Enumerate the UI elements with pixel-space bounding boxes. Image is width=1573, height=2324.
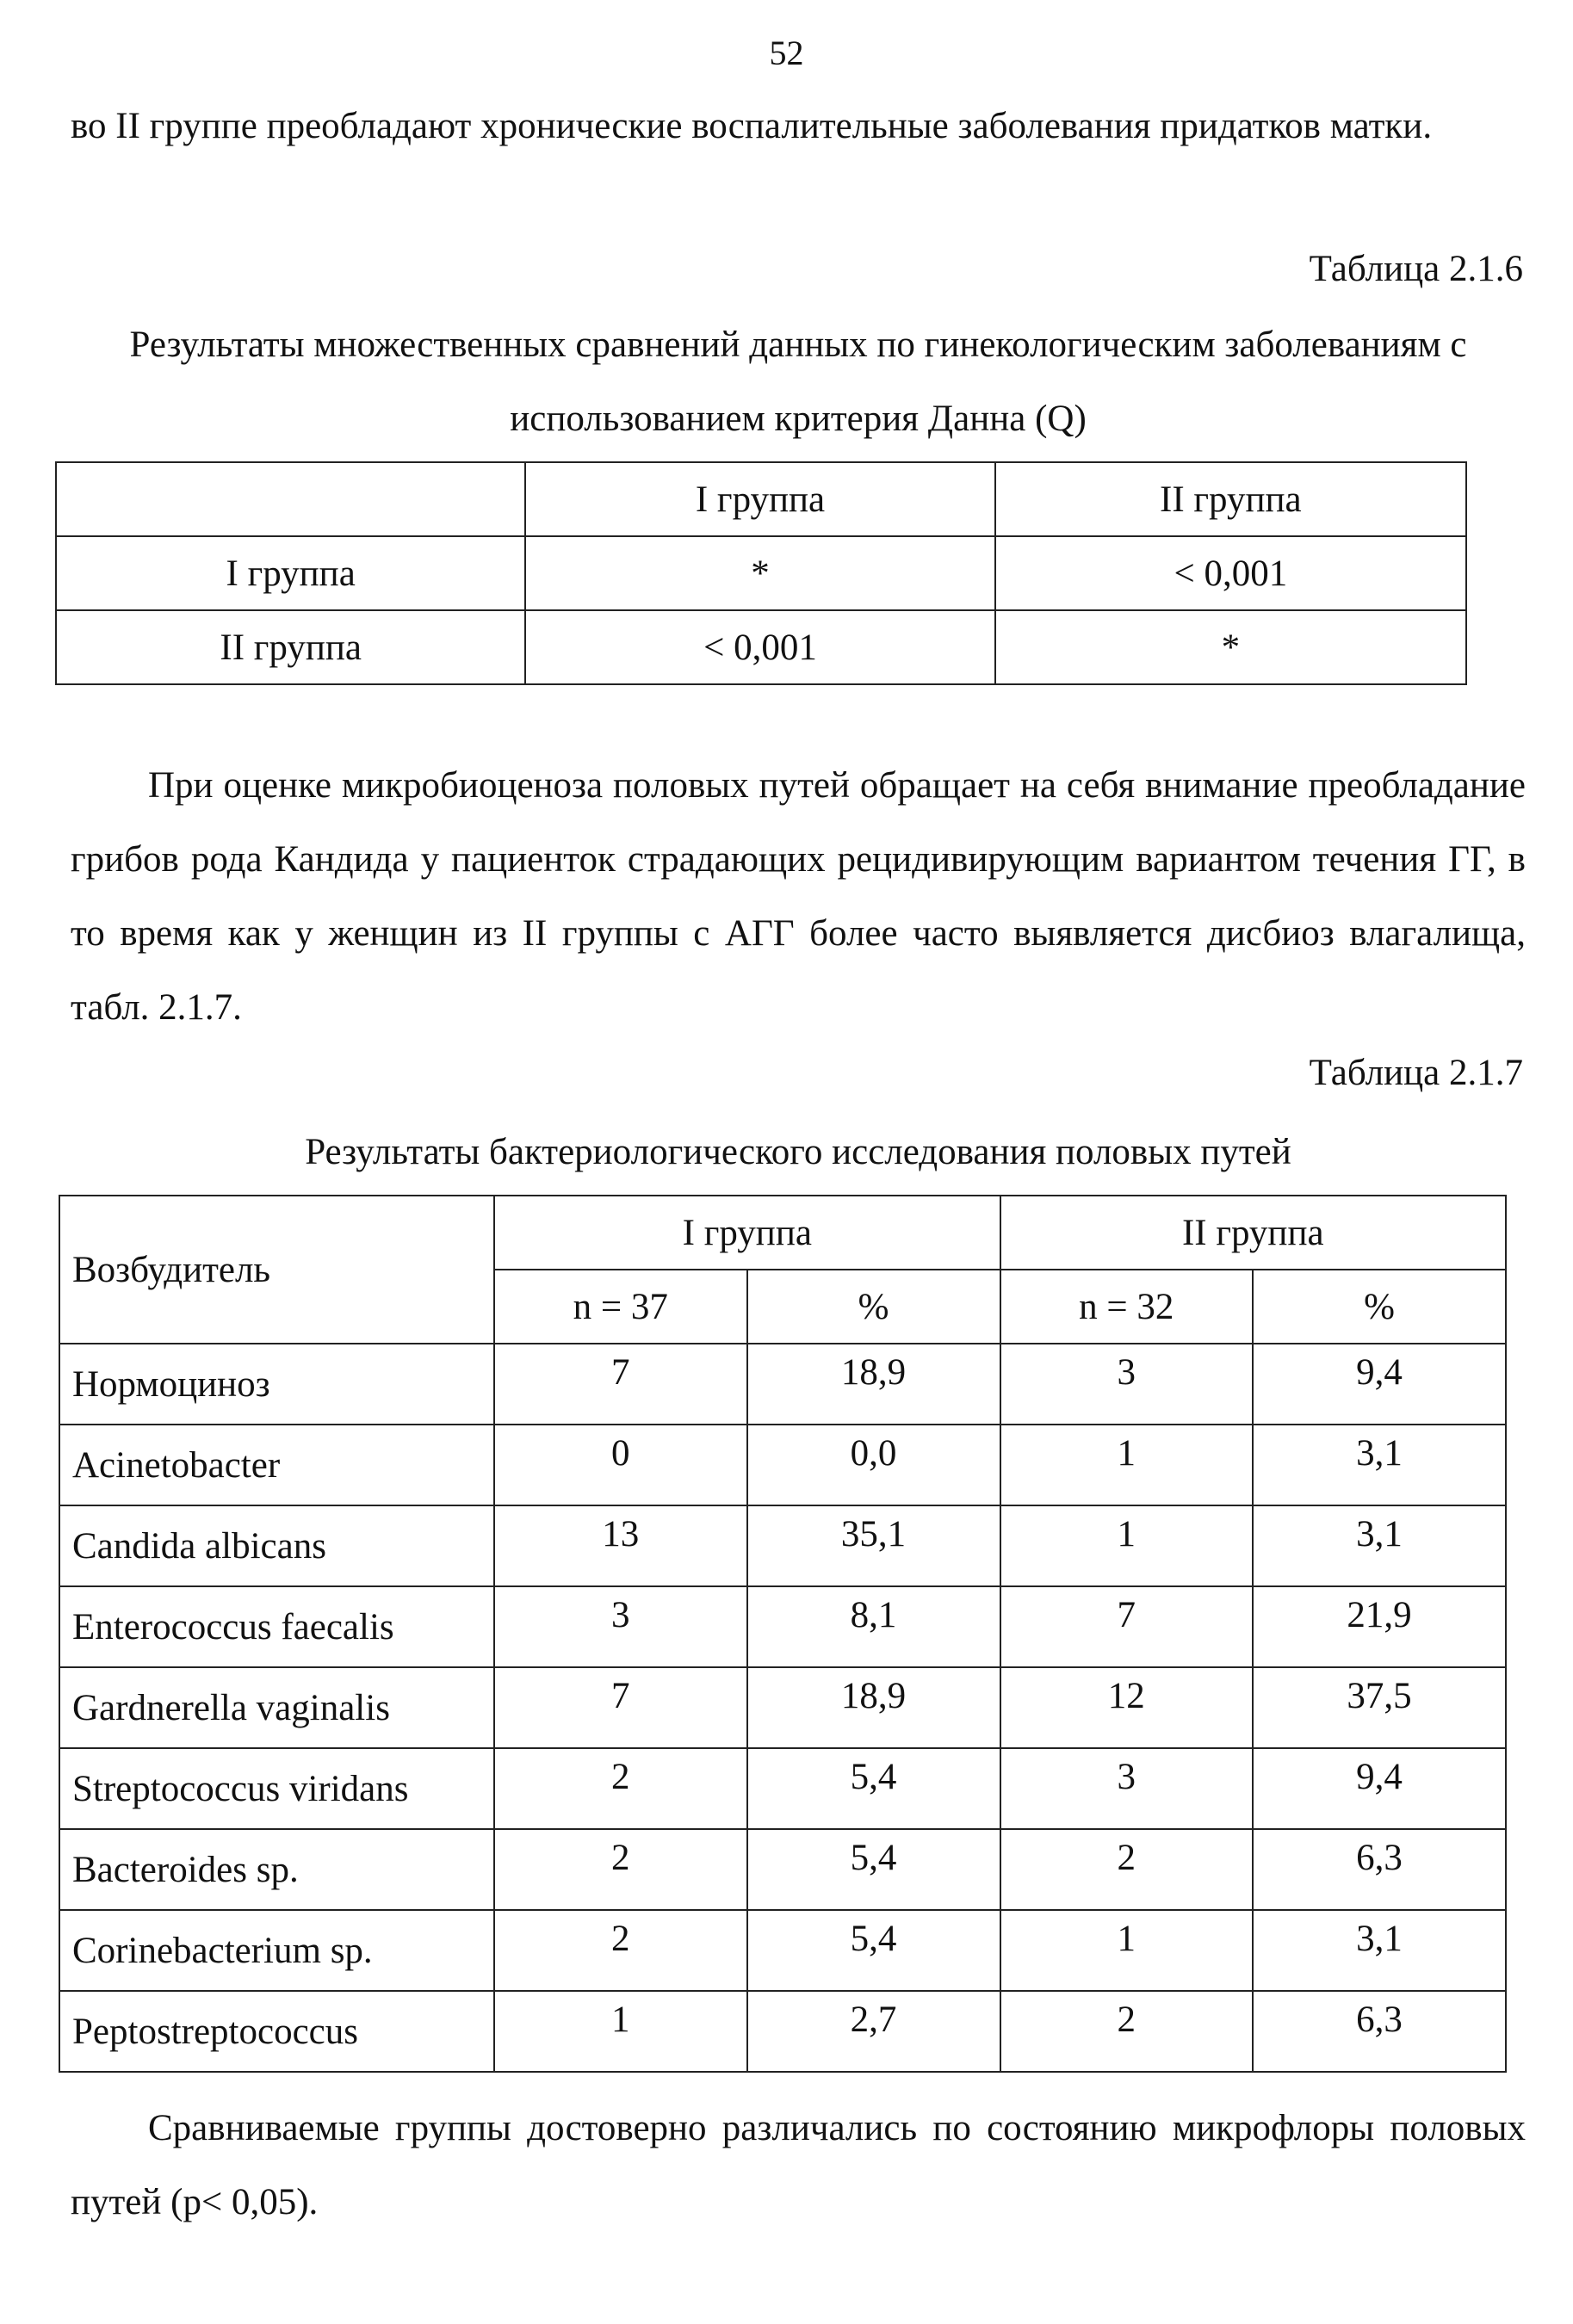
table-cell: < 0,001 (995, 536, 1466, 610)
table-1-title: Результаты множественных сравнений данных по гинекологическим заболеваниям с использованием критерия Данна (Q) (129, 324, 1467, 439)
group-2-count-cell: 3 (1000, 1344, 1253, 1425)
table-row (59, 1586, 1506, 1667)
group-2-count-cell: 3 (1000, 1748, 1253, 1829)
group-2-percent-cell: 37,5 (1253, 1667, 1506, 1748)
group-1-percent-cell: 0,0 (747, 1425, 1000, 1505)
group-2-percent-cell: 3,1 (1253, 1425, 1506, 1505)
group-2-percent-cell: 9,4 (1253, 1344, 1506, 1425)
group-2-count-cell: 1 (1000, 1425, 1253, 1505)
group-2-count-header: n = 32 (1000, 1270, 1253, 1344)
group-2-count-cell: 2 (1000, 1991, 1253, 2072)
table-cell: < 0,001 (525, 610, 994, 684)
group-1-percent-cell: 5,4 (747, 1748, 1000, 1829)
dunn-comparison-table (55, 461, 1467, 685)
group-1-count-cell: 0 (494, 1425, 746, 1505)
group-2-count-cell: 12 (1000, 1667, 1253, 1748)
group-1-count-cell: 3 (494, 1586, 746, 1667)
group-2-percent-cell: 3,1 (1253, 1505, 1506, 1586)
pathogen-name-cell: Acinetobacter (59, 1425, 494, 1505)
row-label-cell: II группа (56, 610, 525, 684)
table-cell: * (995, 610, 1466, 684)
group-2-percent-cell: 6,3 (1253, 1829, 1506, 1910)
group-1-percent-cell: 18,9 (747, 1667, 1000, 1748)
table-header-cell (56, 462, 525, 536)
group-1-count-cell: 7 (494, 1667, 746, 1748)
table-header-row (59, 1196, 1506, 1270)
pathogen-name-cell: Candida albicans (59, 1505, 494, 1586)
table-row (59, 1991, 1506, 2072)
table-row (59, 1505, 1506, 1586)
group-1-count-cell: 2 (494, 1829, 746, 1910)
table-row (59, 1667, 1506, 1748)
table-row (59, 1344, 1506, 1425)
table-2-title: Результаты бактериологического исследования половых путей (305, 1132, 1291, 1172)
table-row (59, 1425, 1506, 1505)
group-2-percent-cell: 9,4 (1253, 1748, 1506, 1829)
table-row (59, 1910, 1506, 1991)
group-2-count-cell: 1 (1000, 1910, 1253, 1991)
bacteriology-table (59, 1195, 1507, 2073)
table-1-caption: Таблица 2.1.6 (1309, 249, 1523, 289)
group-2-count-cell: 2 (1000, 1829, 1253, 1910)
group-2-percent-header: % (1253, 1270, 1506, 1344)
table-row (59, 1829, 1506, 1910)
pathogen-name-cell: Streptococcus viridans (59, 1748, 494, 1829)
table-cell: * (525, 536, 994, 610)
group-1-percent-header: % (747, 1270, 1000, 1344)
group-2-count-cell: 1 (1000, 1505, 1253, 1586)
group-1-percent-cell: 8,1 (747, 1586, 1000, 1667)
pathogen-name-cell: Enterococcus faecalis (59, 1586, 494, 1667)
pathogen-name-cell: Corinebacterium sp. (59, 1910, 494, 1991)
intro-paragraph: во II группе преобладают хронические воспалительные заболевания придатков матки. (71, 106, 1433, 146)
group-1-count-cell: 2 (494, 1910, 746, 1991)
group-1-header: I группа (494, 1196, 1000, 1270)
final-paragraph: Сравниваемые группы достоверно различались по состоянию микрофлоры половых путей (p< 0,05). (71, 2108, 1526, 2222)
group-2-percent-cell: 21,9 (1253, 1586, 1506, 1667)
table-body (59, 1344, 1506, 2072)
table-row (59, 1748, 1506, 1829)
group-1-count-cell: 1 (494, 1991, 746, 2072)
table-row (56, 536, 1466, 610)
group-2-count-cell: 7 (1000, 1586, 1253, 1667)
group-1-count-cell: 7 (494, 1344, 746, 1425)
group-1-percent-cell: 5,4 (747, 1910, 1000, 1991)
table-header-cell: I группа (525, 462, 994, 536)
table-header-cell: II группа (995, 462, 1466, 536)
pathogen-name-cell: Peptostreptococcus (59, 1991, 494, 2072)
table-2-caption: Таблица 2.1.7 (1309, 1053, 1523, 1093)
row-label-cell: I группа (56, 536, 525, 610)
pathogen-name-cell: Gardnerella vaginalis (59, 1667, 494, 1748)
pathogen-name-cell: Нормоциноз (59, 1344, 494, 1425)
middle-paragraph: При оценке микробиоценоза половых путей обращает на себя внимание преобладание грибов рода Кандида у пациенток страдающих рецидивирующим вариантом течения ГГ, в то время как у женщин из II группы с АГГ более часто выявляется дисбиоз влагалища, табл. 2.1.7. (71, 765, 1526, 1028)
group-1-percent-cell: 2,7 (747, 1991, 1000, 2072)
group-1-percent-cell: 18,9 (747, 1344, 1000, 1425)
pathogen-column-header: Возбудитель (59, 1196, 494, 1344)
group-2-percent-cell: 3,1 (1253, 1910, 1506, 1991)
group-1-percent-cell: 5,4 (747, 1829, 1000, 1910)
page-number: 52 (769, 34, 804, 72)
group-1-count-cell: 2 (494, 1748, 746, 1829)
pathogen-name-cell: Bacteroides sp. (59, 1829, 494, 1910)
group-1-count-cell: 13 (494, 1505, 746, 1586)
group-2-header: II группа (1000, 1196, 1506, 1270)
table-header-row (56, 462, 1466, 536)
table-row (56, 610, 1466, 684)
group-1-count-header: n = 37 (494, 1270, 746, 1344)
group-2-percent-cell: 6,3 (1253, 1991, 1506, 2072)
group-1-percent-cell: 35,1 (747, 1505, 1000, 1586)
